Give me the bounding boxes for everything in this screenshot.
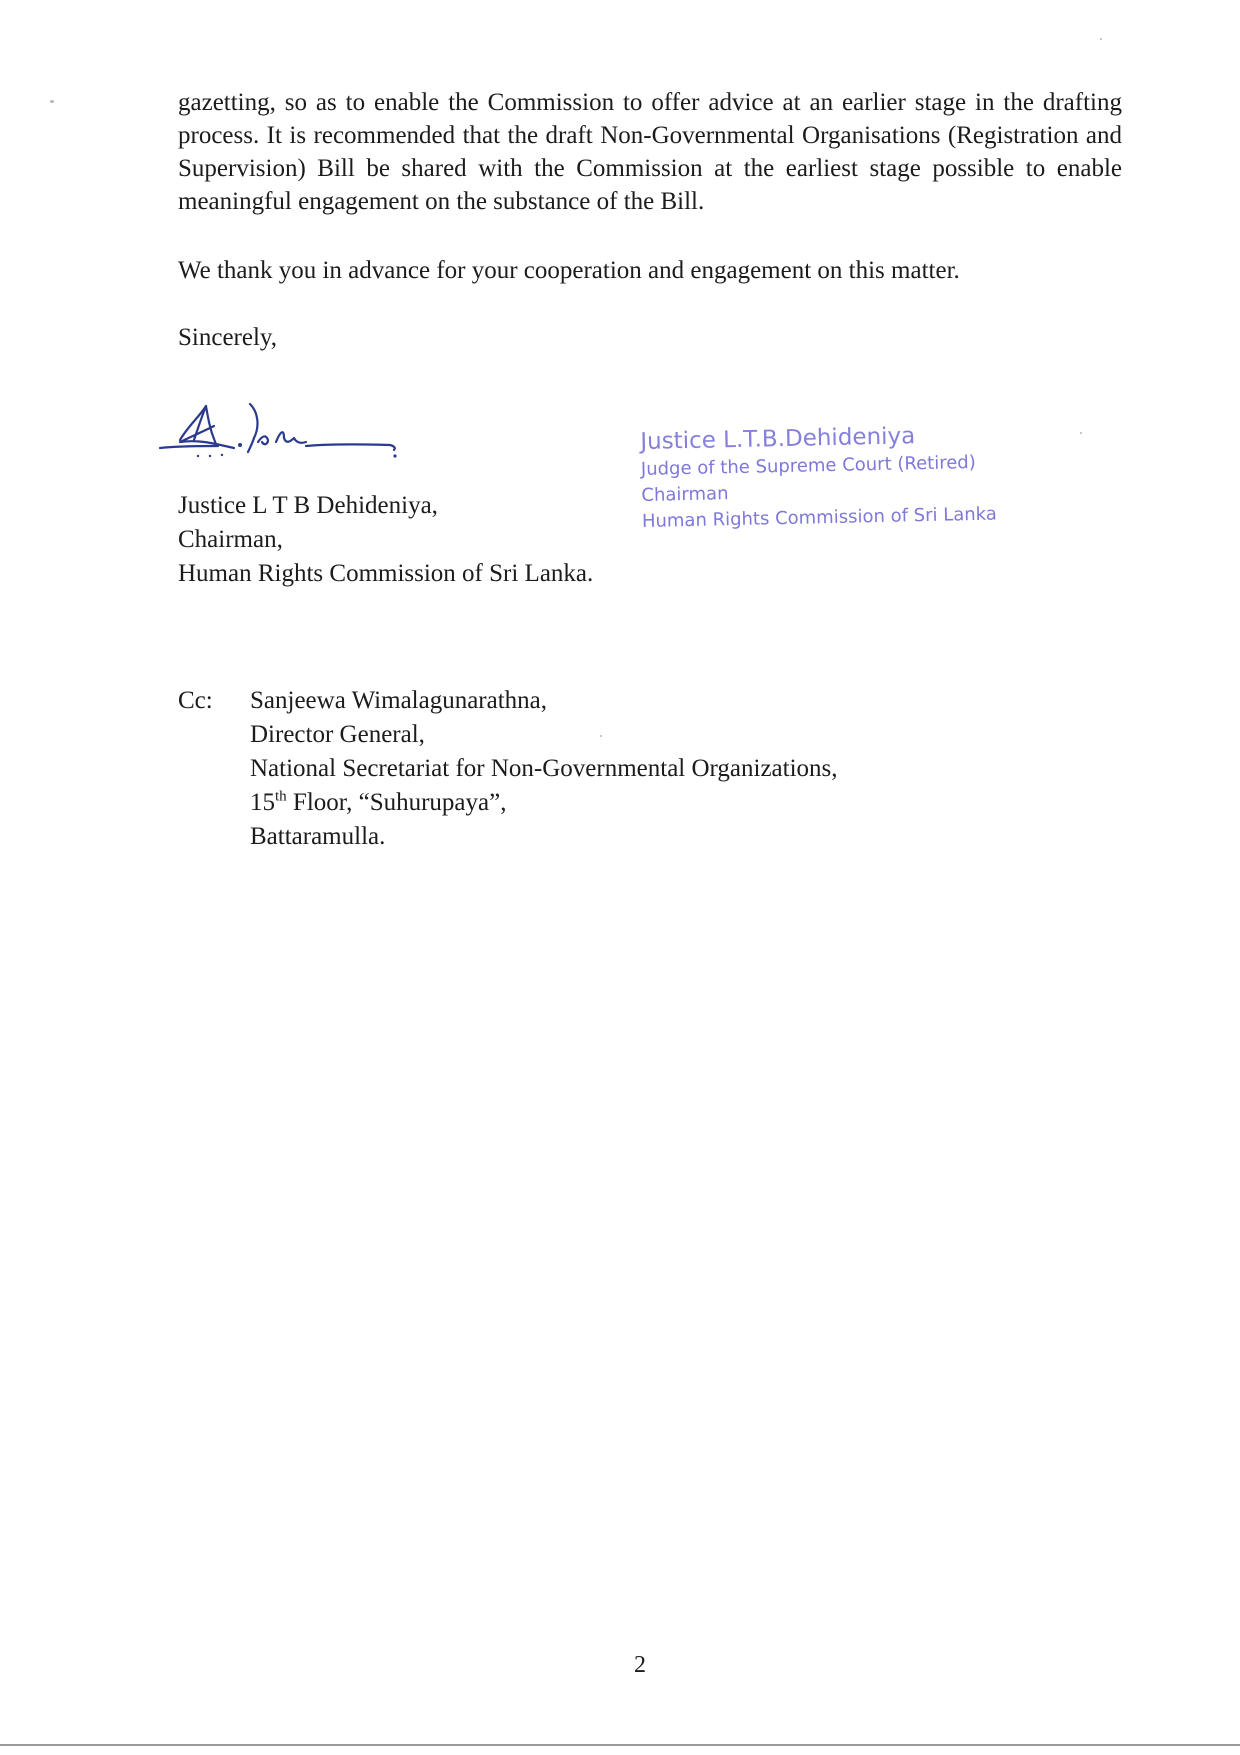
signatory-title: Chairman, [178, 526, 283, 553]
signatory-organization: Human Rights Commission of Sri Lanka. [178, 560, 594, 587]
stamp-line-position: Judge of the Supreme Court (Retired) [640, 451, 976, 480]
scan-speck [600, 735, 602, 737]
body-paragraph-1: gazetting, so as to enable the Commission to offer advice at an earlier stage in the drafting process. It is recommended that the draft Non-Governmental Organisations (Registration and Supervision) Bill be shared with the Commission at the earliest stage possible to enable meaningful engagement on the substance of the Bill. [178, 89, 1122, 215]
cc-floor-suffix: th [275, 788, 287, 805]
cc-name: Sanjeewa Wimalagunarathna, [250, 687, 548, 714]
stamp-line-title: Chairman [641, 483, 729, 506]
page-number: 2 [634, 1652, 646, 1678]
cc-title: Director General, [250, 721, 425, 748]
cc-city: Battaramulla. [250, 823, 386, 850]
official-rubber-stamp [640, 419, 1022, 535]
stamp-line-organization: Human Rights Commission of Sri Lanka [641, 503, 998, 532]
scan-bottom-edge [0, 1744, 1240, 1746]
cc-organization: National Secretariat for Non-Governmental Organizations, [250, 755, 838, 782]
scan-speck [1080, 432, 1082, 434]
cc-address-floor [250, 786, 838, 820]
scan-speck [1100, 38, 1102, 40]
stamp-name: Justice L.T.B.Dehideniya [640, 423, 916, 455]
body-paragraph-2: We thank you in advance for your cooperation and engagement on this matter. [178, 257, 960, 284]
closing-salutation: Sincerely, [178, 324, 278, 351]
cc-label: Cc: [178, 687, 213, 714]
cc-floor-rest: Floor, “Suhurupaya”, [286, 789, 507, 816]
handwritten-signature [158, 398, 408, 478]
signatory-name: Justice L T B Dehideniya, [178, 492, 438, 519]
scan-speck [50, 100, 54, 103]
signatory-block [178, 489, 593, 591]
cc-recipient-block [250, 684, 838, 854]
cc-floor-number: 15 [250, 789, 275, 816]
